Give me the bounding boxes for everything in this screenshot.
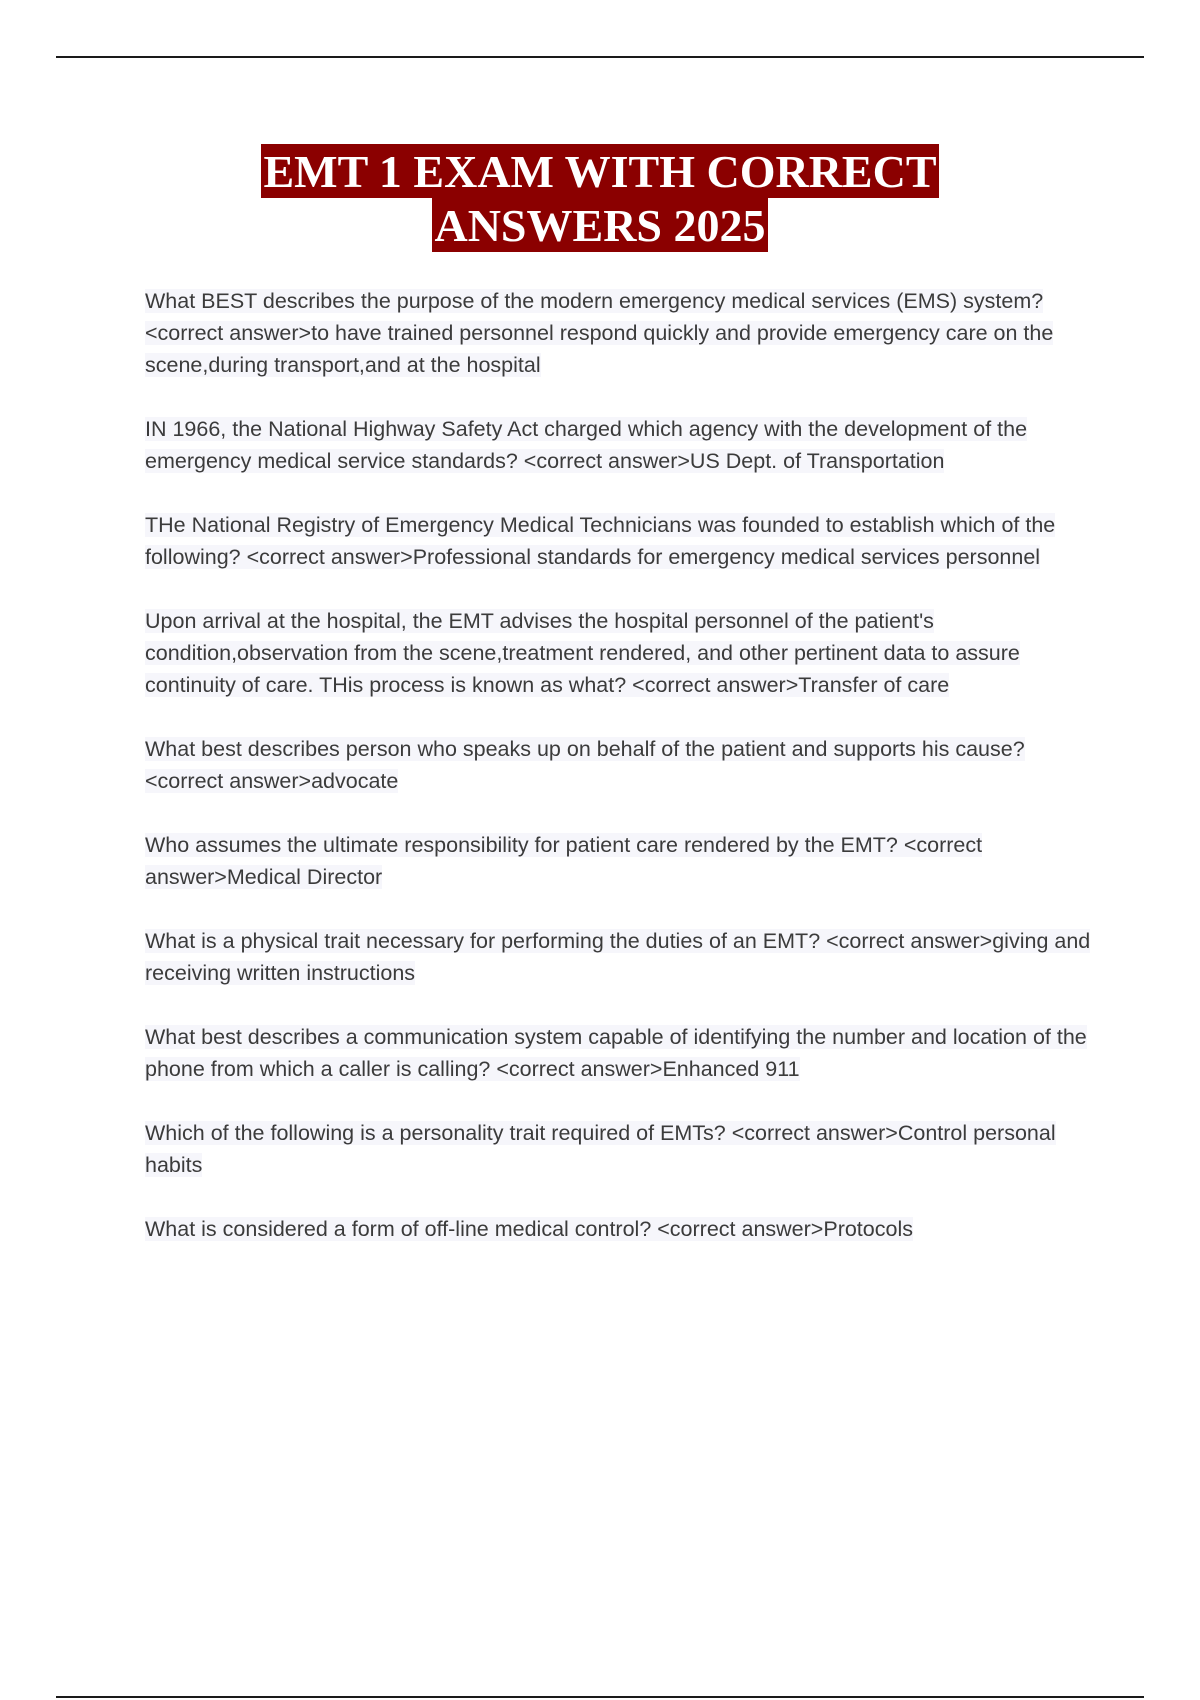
qa-item — [145, 829, 1105, 893]
qa-text: What is considered a form of off-line medical control? <correct answer>Protocols — [145, 1217, 913, 1241]
qa-item — [145, 1021, 1105, 1085]
question-answer-list — [145, 285, 1105, 1277]
qa-text: Who assumes the ultimate responsibility for patient care rendered by the EMT? <correct answer>Medical Director — [145, 833, 983, 889]
qa-text: What best describes person who speaks up on behalf of the patient and supports his cause? <correct answer>advocate — [145, 737, 1025, 793]
qa-text: IN 1966, the National Highway Safety Act charged which agency with the development of the emergency medical service standards? <correct answer>US Dept. of Transportation — [145, 417, 1028, 473]
qa-item — [145, 413, 1105, 477]
qa-item — [145, 1213, 1105, 1245]
qa-item — [145, 733, 1105, 797]
qa-text: What best describes a communication system capable of identifying the number and location of the phone from which a caller is calling? <correct answer>Enhanced 911 — [145, 1025, 1087, 1081]
document-title — [0, 144, 1200, 252]
title-line-2: ANSWERS 2025 — [434, 200, 766, 251]
qa-text: What is a physical trait necessary for performing the duties of an EMT? <correct answer>giving and receiving written instructions — [145, 929, 1091, 985]
qa-item — [145, 605, 1105, 701]
bottom-divider — [56, 1696, 1144, 1698]
qa-item — [145, 509, 1105, 573]
qa-item — [145, 925, 1105, 989]
top-divider — [56, 56, 1144, 58]
qa-text: Upon arrival at the hospital, the EMT advises the hospital personnel of the patient's condition,observation from the scene,treatment rendered, and other pertinent data to assure continuity of care. THis process is known as what? <correct answer>Transfer of care — [145, 609, 1020, 697]
qa-text: Which of the following is a personality trait required of EMTs? <correct answer>Control personal habits — [145, 1121, 1056, 1177]
title-line-1: EMT 1 EXAM WITH CORRECT — [263, 146, 937, 197]
qa-text: THe National Registry of Emergency Medical Technicians was founded to establish which of the following? <correct answer>Professional standards for emergency medical services personnel — [145, 513, 1056, 569]
qa-text: What BEST describes the purpose of the modern emergency medical services (EMS) system? <correct answer>to have trained personnel respond quickly and provide emergency care on the scene,during transport,and at the hospital — [145, 289, 1054, 377]
qa-item — [145, 285, 1105, 381]
qa-item — [145, 1117, 1105, 1181]
